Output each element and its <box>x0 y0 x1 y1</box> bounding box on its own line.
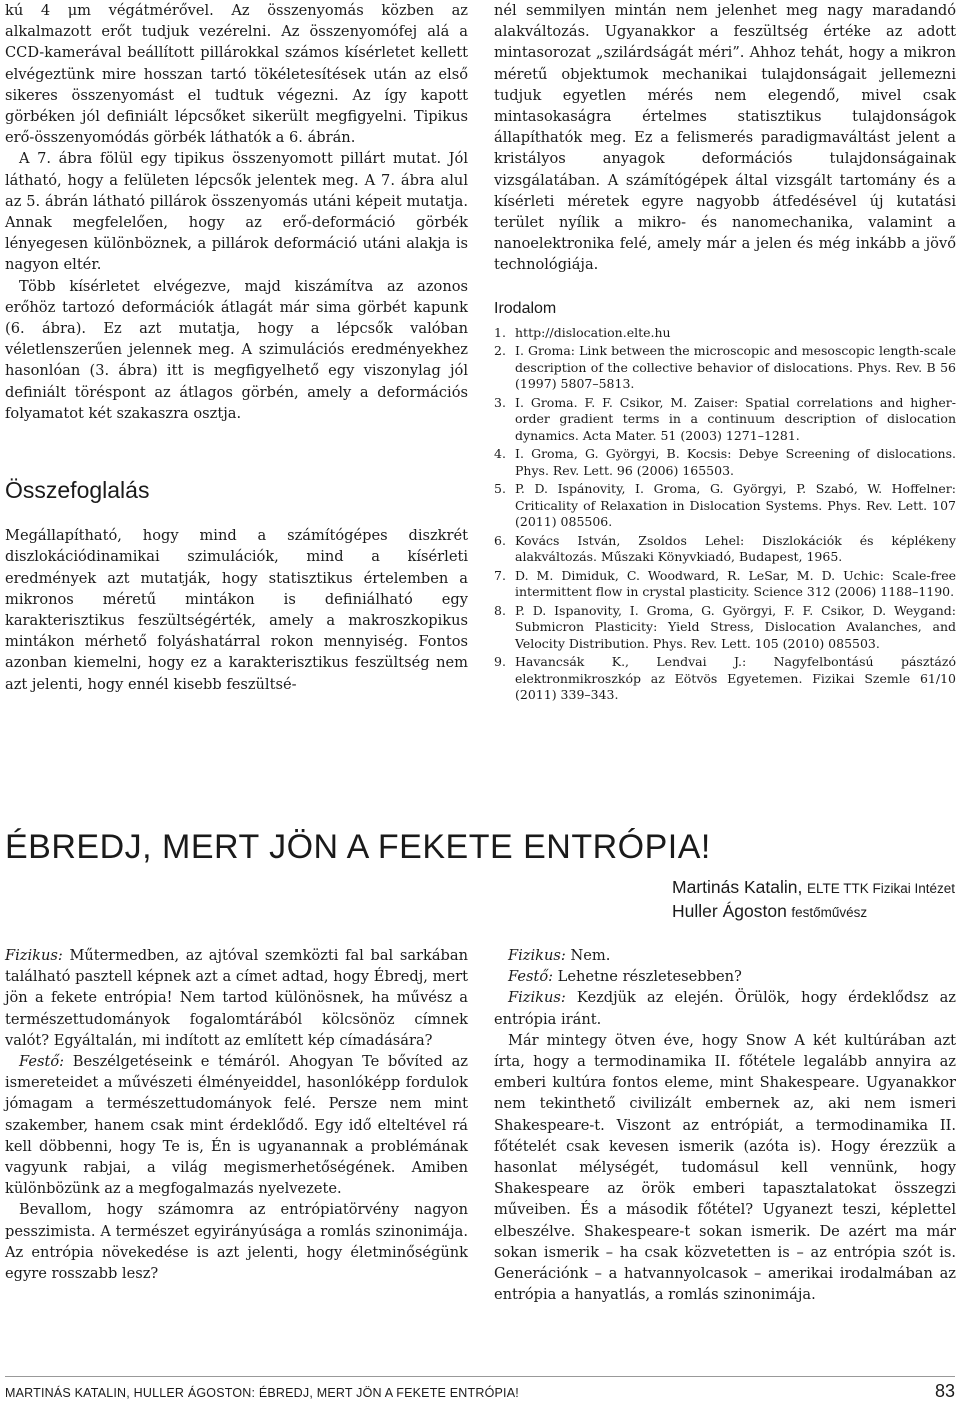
body-paragraph: kú 4 μm végátmérővel. Az összenyomás közben az alkalmazott erőt tudjuk vezérelni. Az összenyomófej alá a CCD-kamerával beállított pillárokkal számos kísérletet kellett elvégeztünk mire hosszan tartó tökéletesítések után az első sikeres összenyomást el tudtuk végezni. Az így kapott görbéken jól definiált lépcsőket sikerült megfigyelni. Tipikus erő-összenyomódás görbék láthatók a 6. ábrán. <box>5 2 468 147</box>
speaker-label: Festő: <box>19 1053 65 1071</box>
speaker-label: Fizikus: <box>5 947 63 964</box>
reference-text: http://dislocation.elte.hu <box>515 324 671 340</box>
section-heading-summary: Összefoglalás <box>5 477 150 504</box>
reference-number: 6. <box>494 532 506 548</box>
reference-item <box>494 568 956 601</box>
dialogue-paragraph <box>494 1030 956 1306</box>
dialogue-text: Nem. <box>565 947 611 964</box>
references-heading: Irodalom <box>494 299 557 317</box>
article-title: ÉBREDJ, MERT JÖN A FEKETE ENTRÓPIA! <box>5 828 711 866</box>
reference-number: 9. <box>494 654 506 670</box>
dialogue-paragraph <box>494 966 956 987</box>
reference-text: P. D. Ispánovity, I. Groma, G. Györgyi, P. Szabó, W. Hoffelner: Criticality of Relaxation in Dislocation Systems. Phys. Rev. Lett. 107 (2011) 085506. <box>515 481 956 530</box>
reference-text: D. M. Dimiduk, C. Woodward, R. LeSar, M. D. Uchic: Scale-free intermittent flow in crystal plasticity. Science 312 (2006) 1188–1190. <box>515 567 956 600</box>
body-paragraph: nél semmilyen mintán nem jelenhet meg nagy maradandó alakváltozás. Ugyanakkor a feszültség értéke az adott mintasorozat „szilárdságát méri”. Ahhoz tehát, hogy a mikron méretű objektumok mechanikai tulajdonságait jellemezni tudjuk egyetlen mérés nem elegendő, mivel csak mintasokaságra értelmes statisztikus tulajdonságok állapíthatók meg. Ez a felismerés paradigmaváltást jelent a kristályos anyagok deformációs tulajdonságainak vizsgálatában. A számítógépek által vizsgált tartomány és a kísérleti méretek egyre nagyobb átfedésével új kutatási terület nyílik a mikro- és nanomechanika, valamint a nanoelektronika felé, amely már a jelen és még inkább a jövő technológiája. <box>494 2 956 274</box>
reference-number: 3. <box>494 394 506 410</box>
dialogue-paragraph <box>5 945 468 1051</box>
reference-text: I. Groma: Link between the microscopic and mesoscopic length-scale description of the collective behavior of dislocations. Phys. Rev. B 56 (1997) 5807–5813. <box>515 343 956 392</box>
reference-number: 4. <box>494 446 506 462</box>
top-right-column <box>494 0 956 706</box>
speaker-label: Fizikus: <box>508 947 566 964</box>
dialogue-paragraph <box>5 1051 468 1199</box>
author-line <box>672 900 955 924</box>
author-name: Huller Ágoston <box>672 901 787 921</box>
reference-text: P. D. Ispanovity, I. Groma, G. Györgyi, F. F. Csikor, D. Weygand: Submicron Plasticity: Yield Stress, Dislocation Avalanches, and Velocity Distribution. Phys. Rev. Lett. 105 (2010) 085503. <box>515 602 956 651</box>
top-left-column <box>5 0 468 695</box>
dialogue-text: Már mintegy ötven éve, hogy Snow A két kultúrában azt írta, hogy a termodinamika II. főtétele legalább annyira az emberi kultúra fontos eleme, mint Shakespeare. Ugyanakkor nem tekinthető civilizált embernek az, aki nem ismeri Shakespeare-t. Viszont az entrópiát, a termodinamika II. főtételét csak kevesen ismerik (azóta is). Hogy érezzük a hasonlat mélységét, tudomásul kell vennünk, hogy Shakespeare az örök emberi tapasztalatokat összegzi műveiben. És a második főtétel? Ugyanezt teszi, képlettel elbeszélve. Shakespeare-t sokan ismerik. De azért ma már sokan ismerik – ha csak közvetetten is – az entrópia szót is. Generációnk – a hatvannyolcasok – amerikai irodalmában az entrópia a hanyatlás, a romlás szinonimája. <box>494 1031 956 1304</box>
author-affiliation: ELTE TTK Fizikai Intézet <box>806 881 955 896</box>
footer-divider <box>5 1376 955 1377</box>
summary-paragraph: Megállapítható, hogy mind a számítógépes diszkrét diszlokációdinamikai szimulációk, mind a kísérleti eredmények azt mutatják, hogy statisztikus értelemben a mikronos méretű mintákon is definiálható egy karakterisztikus feszültségérték, amely a makroszkopikus mintákon mérhető folyáshatárral rokon mennyiség. Fontos azonban kiemelni, hogy ez a karakterisztikus feszültség nem azt jelenti, hogy ennél kisebb feszültsé- <box>5 527 468 693</box>
dialogue-paragraph <box>5 1199 468 1284</box>
reference-item <box>494 533 956 566</box>
dialogue-text: Beszélgetéseink e témáról. Ahogyan Te bővíted az ismereteidet a művészeti élményeiddel, hasonlóképp fordulok jómagam a természettudományok felé. Persze nem mint szakember, hanem csak mint érdeklődő. Egy idő elteltével rá kell döbbenni, hogy Te is, Én is ugyanannak a problémának vagyunk rabjai, a világ megismerhetőségének. Amiben különbözünk az a megfogalmazás nyelvezete. <box>5 1053 468 1198</box>
reference-item <box>494 481 956 531</box>
reference-text: Kovács István, Zsoldos Lehel: Diszlokációk és képlékeny alakváltozás. Műszaki Könyvkiadó, Budapest, 1965. <box>515 532 956 565</box>
speaker-label: Festő: <box>508 968 554 986</box>
speaker-label: Fizikus: <box>508 989 566 1007</box>
reference-text: I. Groma. F. F. Csikor, M. Zaiser: Spatial correlations and higher-order gradient terms in a continuum description of dislocation dynamics. Acta Mater. 51 (2003) 1271–1281. <box>515 394 956 443</box>
reference-number: 2. <box>494 343 506 359</box>
running-footer: MARTINÁS KATALIN, HULLER ÁGOSTON: ÉBREDJ, MERT JÖN A FEKETE ENTRÓPIA! <box>5 1386 519 1400</box>
dialogue-paragraph <box>494 987 956 1029</box>
reference-number: 7. <box>494 567 506 583</box>
reference-number: 1. <box>494 324 506 340</box>
author-name: Martinás Katalin, <box>672 877 803 897</box>
reference-text: I. Groma, G. Györgyi, B. Kocsis: Debye Screening of dislocations. Phys. Rev. Lett. 96 (2006) 165503. <box>515 446 956 478</box>
dialogue-text: Lehetne részletesebben? <box>553 968 742 986</box>
dialogue-text: Bevallom, hogy számomra az entrópiatörvény nagyon pesszimista. A természet egyirányúsága a romlás szinonimája. Az entrópia növekedése is azt jelenti, hogy életminőségünk egyre rosszabb lesz? <box>5 1201 468 1283</box>
reference-item <box>494 603 956 653</box>
reference-item <box>494 325 956 342</box>
body-paragraph: A 7. ábra fölül egy tipikus összenyomott pillárt mutat. Jól látható, hogy a felületen lépcsők jelentek meg. A 7. ábra alul az 5. ábrán látható pillárok összenyomás utáni képeit mutatja. Annak megfelelően, hogy az erő-deformáció görbék lényegesen különböznek, a pillárok deformáció utáni alakja is nagyon eltér. <box>5 150 468 274</box>
reference-number: 5. <box>494 481 506 497</box>
page-number: 83 <box>934 1381 955 1401</box>
reference-list <box>494 325 956 704</box>
reference-item <box>494 446 956 479</box>
author-affiliation: festőművész <box>791 905 868 920</box>
author-line <box>672 876 955 900</box>
reference-number: 8. <box>494 602 506 618</box>
dialogue-right-column <box>494 945 956 1305</box>
reference-text: Havancsák K., Lendvai J.: Nagyfelbontású pásztázó elektronmikroszkóp az Eötvös Egyetemen. Fizikai Szemle 61/10 (2011) 339–343. <box>515 654 956 703</box>
reference-item <box>494 654 956 704</box>
dialogue-text: Műtermedben, az ajtóval szemközti fal bal sarkában található pasztell képnek azt a címet adtad, hogy Ébredj, mert jön a fekete entrópia! Nem tartod különösnek, ha művész a természettudományok fogalomtárából kölcsönöz címnek valót? Egyáltalán, mi indított az említett kép címadására? <box>5 947 468 1049</box>
reference-item <box>494 395 956 445</box>
dialogue-text: Kezdjük az elején. Örülök, hogy érdeklődsz az entrópia iránt. <box>494 989 956 1028</box>
dialogue-left-column <box>5 945 468 1284</box>
dialogue-paragraph <box>494 945 956 966</box>
author-block <box>672 876 955 924</box>
reference-item <box>494 343 956 393</box>
body-paragraph: Több kísérletet elvégezve, majd kiszámítva az azonos erőhöz tartozó deformációk átlagát már sima görbét kapunk (6. ábra). Ez azt mutatja, hogy a lépcsők valóban véletlenszerűen jelennek meg. A szimulációs eredményekhez hasonlóan (3. ábra) itt is megfigyelhető egy viszonylag jól definiált töréspont az átlagos görbén, amely a deformációs folyamatot két szakaszra osztja. <box>5 277 468 422</box>
